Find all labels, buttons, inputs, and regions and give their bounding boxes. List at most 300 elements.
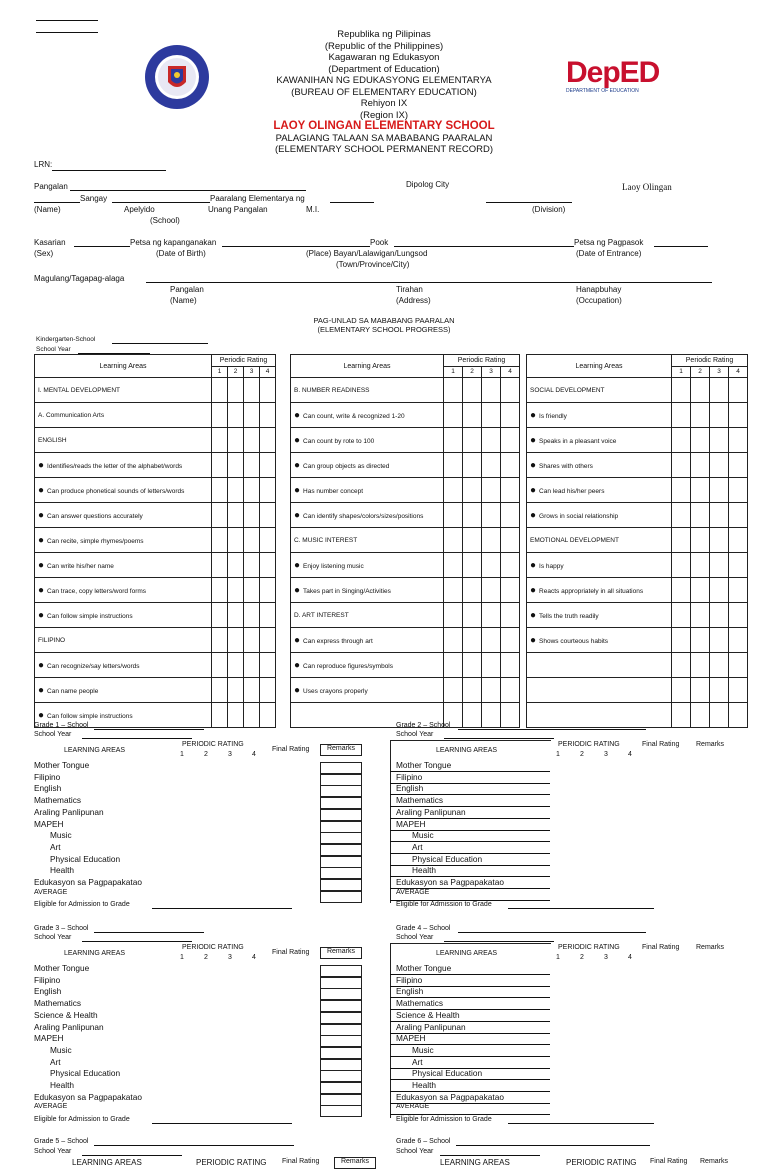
rating-cell[interactable] [228,528,244,553]
rating-cell[interactable] [729,603,748,628]
rating-cell[interactable] [501,453,520,478]
progress-table [34,354,276,728]
remarks-cell[interactable] [320,891,362,903]
rating-cell[interactable] [691,603,710,628]
rating-cell[interactable] [729,428,748,453]
rating-cell[interactable] [444,503,463,528]
rating-cell[interactable] [691,628,710,653]
eligible-line[interactable] [152,908,292,909]
rating-cell[interactable] [228,428,244,453]
rating-cell[interactable] [212,378,228,403]
rating-cell[interactable] [463,703,482,728]
rating-cell[interactable] [691,378,710,403]
rating-cell[interactable] [710,603,729,628]
rating-cell[interactable] [260,453,276,478]
kinder-line[interactable] [112,343,208,344]
rating-cell[interactable] [463,653,482,678]
quarter-header: 3 [482,366,501,378]
rating-cell[interactable] [244,403,260,428]
table-row [527,578,748,603]
grade-sy-label: School Year [34,934,72,941]
rating-cell[interactable] [710,453,729,478]
quarter-header: 4 [252,751,256,758]
rating-cell[interactable] [228,478,244,503]
rating-cell[interactable] [260,578,276,603]
table-row [527,703,748,728]
rating-cell[interactable] [672,403,691,428]
rating-cell[interactable] [463,478,482,503]
subject-label: Music [412,830,434,841]
learning-area-cell [527,603,672,628]
division-line[interactable] [486,202,572,203]
rating-cell[interactable] [672,478,691,503]
rating-cell[interactable] [444,428,463,453]
subject-label: Araling Panlipunan [396,1021,466,1032]
bullet-icon: ● [38,684,45,696]
rating-cell[interactable] [260,403,276,428]
remarks-cell[interactable] [320,1059,362,1071]
rating-cell[interactable] [244,628,260,653]
remarks-cell[interactable] [320,1000,362,1012]
learning-area-cell [527,503,672,528]
rating-cell[interactable] [228,403,244,428]
rating-cell[interactable] [463,553,482,578]
rating-cell[interactable] [501,603,520,628]
subject-label: MAPEH [34,1033,64,1044]
rating-cell[interactable] [672,378,691,403]
table-header-row [527,355,748,367]
pook-line[interactable] [394,246,574,247]
rating-cell[interactable] [244,503,260,528]
rating-cell[interactable] [463,503,482,528]
rating-cell[interactable] [212,553,228,578]
paaralang-label: Paaralang Elementarya ng [210,194,305,203]
learning-area-cell [35,628,212,653]
rating-cell[interactable] [444,478,463,503]
rating-cell[interactable] [482,603,501,628]
rating-cell[interactable] [228,678,244,703]
learning-areas-header: LEARNING AREAS [64,950,126,957]
rating-cell[interactable] [482,453,501,478]
rating-cell[interactable] [260,678,276,703]
rating-cell[interactable] [672,578,691,603]
rating-cell[interactable] [729,628,748,653]
rating-cell[interactable] [228,578,244,603]
rating-cell[interactable] [710,553,729,578]
rating-cell[interactable] [729,678,748,703]
rating-cell[interactable] [244,703,260,728]
rating-cell[interactable] [729,653,748,678]
rating-cell[interactable] [444,653,463,678]
rating-cell[interactable] [672,628,691,653]
rating-cell[interactable] [482,428,501,453]
rating-cell[interactable] [228,503,244,528]
bullet-icon: ● [294,584,301,596]
rating-cell[interactable] [729,703,748,728]
quarter-header: 2 [580,751,584,758]
rating-cell[interactable] [260,528,276,553]
rating-cell[interactable] [672,653,691,678]
sangay-line2[interactable] [112,202,210,203]
rating-cell[interactable] [244,478,260,503]
rating-cell[interactable] [482,478,501,503]
rating-cell[interactable] [212,403,228,428]
rating-cell[interactable] [501,653,520,678]
learning-area-text: Uses crayons properly [303,687,368,695]
quarter-header: 4 [501,366,520,378]
subject-label: Art [50,841,61,852]
rating-cell[interactable] [260,503,276,528]
rating-cell[interactable] [463,453,482,478]
rating-cell[interactable] [710,628,729,653]
grade-school-line[interactable] [94,1145,294,1146]
rating-cell[interactable] [501,503,520,528]
learning-area-cell [291,378,444,403]
grade-school-line[interactable] [94,932,204,933]
rating-cell[interactable] [444,678,463,703]
remarks-cell[interactable] [320,1047,362,1059]
rating-cell[interactable] [228,378,244,403]
rating-cell[interactable] [444,453,463,478]
eligible-label: Eligible for Admission to Grade [34,901,130,909]
remarks-cell[interactable] [320,809,362,821]
learning-area-cell [291,678,444,703]
remarks-cell[interactable] [320,821,362,833]
rating-cell[interactable] [260,653,276,678]
subject-label: Mother Tongue [34,963,90,973]
table-row [291,653,520,678]
quarter-header: 1 [212,366,228,378]
learning-area-cell [35,603,212,628]
rating-cell[interactable] [244,603,260,628]
rating-cell[interactable] [463,603,482,628]
lrn-line[interactable] [52,170,166,171]
rating-cell[interactable] [710,678,729,703]
rating-cell[interactable] [691,453,710,478]
rating-cell[interactable] [212,528,228,553]
rating-cell[interactable] [212,653,228,678]
sangay-label: Sangay [80,194,108,203]
kinder-sy-label: School Year [36,346,71,353]
rating-cell[interactable] [482,403,501,428]
rating-cell[interactable] [260,478,276,503]
remarks-cell[interactable] [320,856,362,868]
eligible-label: Eligible for Admission to Grade [396,901,492,909]
rating-cell[interactable] [729,478,748,503]
rating-cell[interactable] [444,578,463,603]
rating-cell[interactable] [501,678,520,703]
rating-cell[interactable] [672,453,691,478]
bullet-icon: ● [38,534,45,546]
rating-cell[interactable] [501,428,520,453]
rating-cell[interactable] [691,528,710,553]
rating-cell[interactable] [672,678,691,703]
rating-cell[interactable] [729,553,748,578]
rating-cell[interactable] [710,403,729,428]
rating-cell[interactable] [244,678,260,703]
table-row [527,478,748,503]
rating-cell[interactable] [228,703,244,728]
rating-cell[interactable] [212,478,228,503]
learning-areas-header: Learning Areas [527,355,672,378]
header-line: Republika ng Pilipinas [337,29,431,40]
bullet-icon: ● [294,659,301,671]
table-row [35,528,276,553]
grade-sy-line[interactable] [82,1155,182,1156]
rating-cell[interactable] [228,628,244,653]
remarks-cell[interactable] [320,977,362,989]
grade-school-line[interactable] [94,729,204,730]
rating-cell[interactable] [710,478,729,503]
grade-sy-line[interactable] [444,738,554,739]
quarter-header: 2 [228,366,244,378]
header-line: KAWANIHAN NG EDUKASYONG ELEMENTARYA [276,75,492,86]
rating-cell[interactable] [463,528,482,553]
subject-label: Physical Education [50,1068,121,1079]
rating-cell[interactable] [672,428,691,453]
subject-label: Music [412,1044,434,1055]
quarter-header: 1 [180,751,184,758]
learning-area-text: Has number concept [303,487,364,495]
rating-cell[interactable] [212,578,228,603]
remarks-cell[interactable] [320,762,362,774]
quarter-header: 2 [204,954,208,961]
rating-cell[interactable] [482,628,501,653]
remarks-cell[interactable] [320,1105,362,1117]
rating-cell[interactable] [710,703,729,728]
rating-cell[interactable] [212,628,228,653]
rating-cell[interactable] [260,603,276,628]
town-caption: (Town/Province/City) [336,260,410,269]
rating-cell[interactable] [444,403,463,428]
sangay-line[interactable] [34,202,80,203]
remarks-cell[interactable] [320,832,362,844]
rating-cell[interactable] [444,553,463,578]
rating-cell[interactable] [729,378,748,403]
remarks-cell[interactable] [320,1024,362,1036]
table-row [291,503,520,528]
rating-cell[interactable] [501,628,520,653]
final-rating-header: Final Rating [642,741,680,748]
subject-label: Health [50,865,74,876]
rating-cell[interactable] [212,603,228,628]
city: Dipolog City [406,180,450,189]
learning-area-text: Can name people [47,687,99,695]
learning-area-text: Can follow simple instructions [47,612,133,620]
rating-cell[interactable] [729,528,748,553]
grade-school-line[interactable] [458,932,646,933]
rating-cell[interactable] [710,378,729,403]
rating-cell[interactable] [212,428,228,453]
rating-cell[interactable] [729,578,748,603]
learning-area-cell [291,578,444,603]
eligible-line[interactable] [508,1123,654,1124]
eligible-line[interactable] [152,1123,292,1124]
rating-cell[interactable] [501,578,520,603]
rating-cell[interactable] [444,528,463,553]
subject-label: English [396,986,424,997]
rating-cell[interactable] [710,428,729,453]
rating-cell[interactable] [444,603,463,628]
doe-line[interactable] [654,246,708,247]
learning-areas-header: LEARNING AREAS [64,747,126,754]
rating-cell[interactable] [691,703,710,728]
rating-cell[interactable] [260,628,276,653]
bullet-icon: ● [530,459,537,471]
rating-cell[interactable] [260,553,276,578]
paaralang-line[interactable] [330,202,374,203]
bullet-icon: ● [530,609,537,621]
rating-cell[interactable] [501,378,520,403]
rating-cell[interactable] [463,378,482,403]
grade-sy-line[interactable] [444,941,554,942]
learning-area-text: Can reproduce figures/symbols [303,662,394,670]
remarks-cell[interactable] [320,1070,362,1082]
rating-cell[interactable] [212,678,228,703]
parent-line[interactable] [146,282,712,283]
rating-cell[interactable] [244,653,260,678]
rating-cell[interactable] [482,678,501,703]
rating-cell[interactable] [672,703,691,728]
grade-sy-line[interactable] [440,1155,540,1156]
grade-sy-line[interactable] [82,941,192,942]
subject-label: AVERAGE [34,888,68,896]
rating-cell[interactable] [482,553,501,578]
rating-cell[interactable] [482,378,501,403]
rating-cell[interactable] [260,703,276,728]
remarks-cell[interactable] [320,879,362,891]
rating-cell[interactable] [729,503,748,528]
learning-area-cell [527,703,672,728]
remarks-cell[interactable] [320,1035,362,1047]
learning-area-text: EMOTIONAL DEVELOPMENT [530,536,619,544]
learning-area-cell [291,503,444,528]
rating-cell[interactable] [228,453,244,478]
rating-cell[interactable] [729,453,748,478]
grade-school-line[interactable] [456,1145,650,1146]
remarks-cell[interactable] [320,1094,362,1106]
rating-cell[interactable] [710,578,729,603]
remarks-cell[interactable] [320,797,362,809]
dob-line[interactable] [222,246,370,247]
rating-cell[interactable] [212,703,228,728]
learning-area-cell [291,553,444,578]
rating-cell[interactable] [482,503,501,528]
rating-cell[interactable] [444,378,463,403]
rating-cell[interactable] [501,478,520,503]
rating-cell[interactable] [672,503,691,528]
learning-area-cell [527,628,672,653]
rating-cell[interactable] [482,703,501,728]
rating-cell[interactable] [212,453,228,478]
rating-cell[interactable] [710,528,729,553]
rating-cell[interactable] [691,653,710,678]
rating-cell[interactable] [244,453,260,478]
grade-school-line[interactable] [458,729,646,730]
learning-areas-header: Learning Areas [35,355,212,378]
grade-label: Grade 6 – School [396,1138,451,1145]
rating-cell[interactable] [244,428,260,453]
remarks-cell[interactable] [320,867,362,879]
rating-cell[interactable] [672,603,691,628]
rating-cell[interactable] [691,678,710,703]
rating-cell[interactable] [260,378,276,403]
quarter-header: 3 [604,954,608,961]
rating-cell[interactable] [463,578,482,603]
rating-cell[interactable] [691,553,710,578]
rating-cell[interactable] [501,528,520,553]
rating-cell[interactable] [482,528,501,553]
quarter-header: 2 [580,954,584,961]
kasarian-line[interactable] [74,246,130,247]
rating-cell[interactable] [463,628,482,653]
rating-cell[interactable] [463,678,482,703]
division-caption: (Division) [532,205,566,214]
subject-label: Physical Education [412,853,483,864]
bullet-icon: ● [294,559,301,571]
rating-cell[interactable] [482,578,501,603]
rating-cell[interactable] [244,528,260,553]
remarks-header: Remarks [320,947,362,959]
learning-area-text: Can recite, simple rhymes/poems [47,537,144,545]
rating-cell[interactable] [244,378,260,403]
rating-cell[interactable] [729,403,748,428]
rating-cell[interactable] [228,603,244,628]
grade-sy-line[interactable] [82,738,192,739]
rating-cell[interactable] [228,653,244,678]
rating-cell[interactable] [228,553,244,578]
rating-cell[interactable] [444,628,463,653]
learning-area-text: Is friendly [539,412,567,420]
rating-cell[interactable] [244,553,260,578]
rating-cell[interactable] [691,403,710,428]
rating-cell[interactable] [672,553,691,578]
bullet-icon: ● [530,484,537,496]
rating-cell[interactable] [691,478,710,503]
rating-cell[interactable] [691,503,710,528]
grade-sy-label: School Year [396,934,434,941]
learning-area-cell [527,578,672,603]
remarks-cell[interactable] [320,785,362,797]
remarks-cell[interactable] [320,988,362,1000]
name-line[interactable] [70,190,306,191]
remarks-cell[interactable] [320,965,362,977]
eligible-line[interactable] [508,908,654,909]
rating-cell[interactable] [710,503,729,528]
remarks-cell[interactable] [320,1012,362,1024]
rating-cell[interactable] [501,553,520,578]
rating-cell[interactable] [691,578,710,603]
rating-cell[interactable] [212,503,228,528]
rating-cell[interactable] [482,653,501,678]
rating-cell[interactable] [463,403,482,428]
rating-cell[interactable] [501,703,520,728]
rating-cell[interactable] [501,403,520,428]
remarks-cell[interactable] [320,1082,362,1094]
rating-cell[interactable] [710,653,729,678]
remarks-cell[interactable] [320,774,362,786]
rating-cell[interactable] [672,528,691,553]
rating-cell[interactable] [244,578,260,603]
header-line: Rehiyon IX [360,98,408,109]
occupation-caption: (Occupation) [576,296,622,305]
rating-cell[interactable] [463,428,482,453]
rating-cell[interactable] [260,428,276,453]
remarks-cell[interactable] [320,844,362,856]
header-line: (Republic of the Philippines) [324,40,444,52]
learning-area-cell [291,428,444,453]
rating-cell[interactable] [691,428,710,453]
